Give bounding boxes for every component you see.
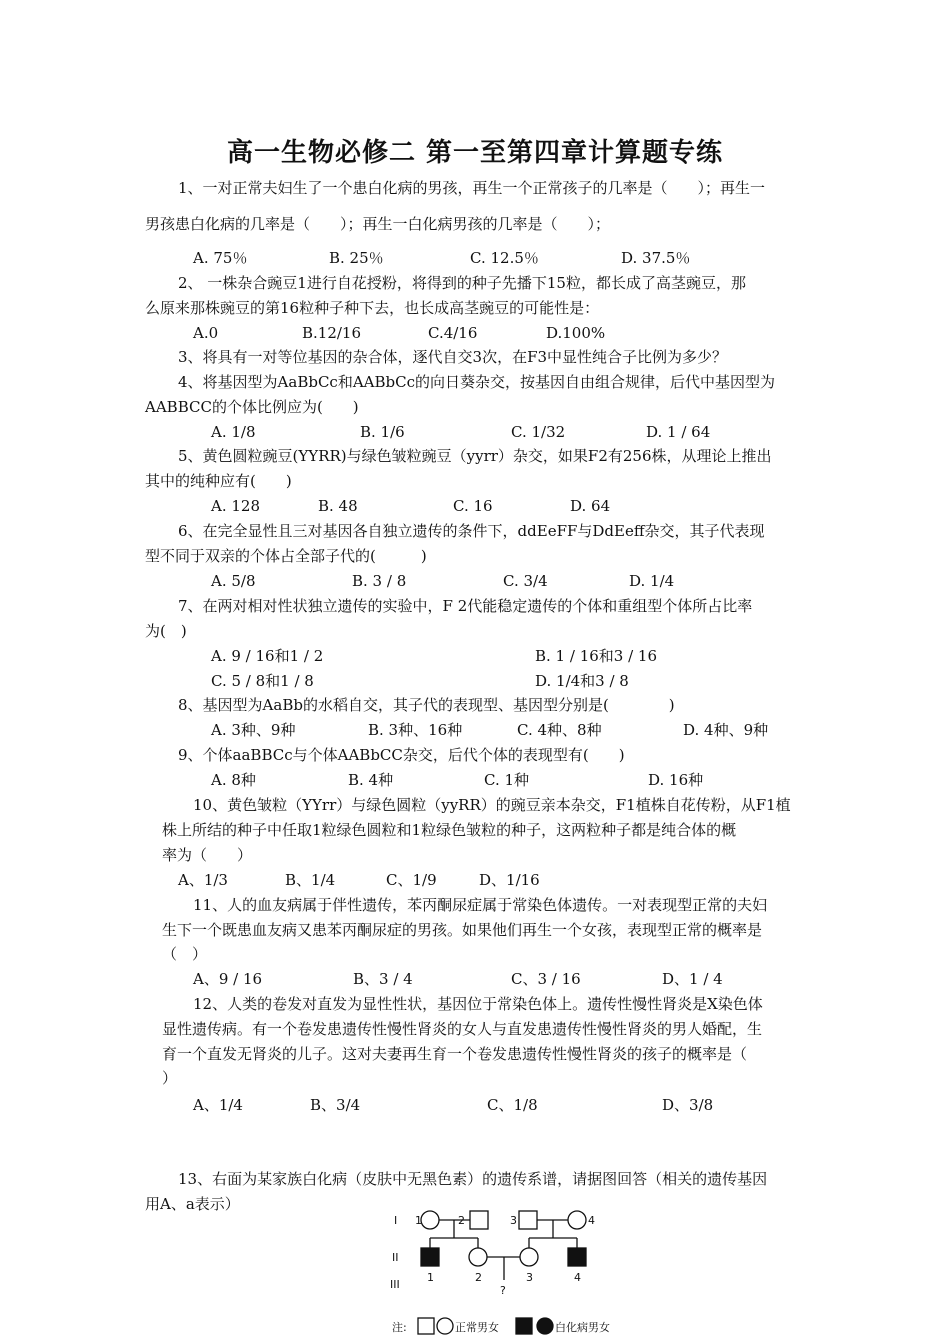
gen-label-2: II <box>392 1251 399 1264</box>
q2-option-b: B.12/16 <box>302 324 362 342</box>
q13-line-1: 13、右面为某家族白化病（皮肤中无黑色素）的遗传系谱，请据图回答（相关的遗传基因 <box>178 1170 768 1188</box>
q2-option-c: C.4/16 <box>428 324 478 342</box>
q4-option-a: A. 1/8 <box>211 423 256 441</box>
q12-line-2: 显性遗传病。有一个卷发患遗传性慢性肾炎的女人与直发患遗传性慢性肾炎的男人婚配，生 <box>162 1020 763 1038</box>
q6-option-a: A. 5/8 <box>211 572 256 590</box>
q2-option-d: D.100% <box>546 324 606 342</box>
q4-option-d: D. 1 / 64 <box>646 423 711 441</box>
q10-option-a: A、1/3 <box>178 871 228 889</box>
legend-note: 注: <box>392 1321 407 1334</box>
q5-option-d: D. 64 <box>570 497 611 515</box>
q8-option-a: A. 3种、9种 <box>211 721 296 739</box>
legend-affected-male <box>516 1318 532 1334</box>
q8-option-c: C. 4种、8种 <box>517 721 602 739</box>
q1-option-d: D. 37.5％ <box>621 249 691 267</box>
gen1-male-2 <box>470 1211 488 1229</box>
q8-option-b: B. 3种、16种 <box>368 721 463 739</box>
legend-normal-label: 正常男女 <box>455 1321 499 1334</box>
q7-option-d: D. 1/4和3 / 8 <box>535 672 629 690</box>
gen-label-1: I <box>394 1214 398 1227</box>
q11-line-2: 生下一个既患血友病又患苯丙酮尿症的男孩。如果他们再生一个女孩，表现型正常的概率是 <box>162 921 763 939</box>
q12-option-c: C、1/8 <box>487 1096 538 1114</box>
q9-line-1: 9、个体aaBBCc与个体AABbCC杂交，后代个体的表现型有( ) <box>178 746 625 764</box>
q7-option-c: C. 5 / 8和1 / 8 <box>211 672 314 690</box>
gen1-female-4 <box>568 1211 586 1229</box>
q6-line-1: 6、在完全显性且三对基因各自独立遗传的条件下，ddEeFF与DdEeff杂交，其子代表现 <box>178 522 765 540</box>
gen2-female-2 <box>469 1248 487 1266</box>
q11-option-b: B、3 / 4 <box>353 970 413 988</box>
gen2-number-3: 3 <box>526 1271 533 1284</box>
legend-affected-label: 白化病男女 <box>555 1321 610 1334</box>
gen2-number-2: 2 <box>475 1271 482 1284</box>
gen3-unknown: ? <box>500 1284 506 1297</box>
gen1-male-3 <box>519 1211 537 1229</box>
q5-option-b: B. 48 <box>318 497 358 515</box>
q12-option-d: D、3/8 <box>662 1096 714 1114</box>
q4-line-2: AABBCC的个体比例应为( ) <box>145 398 359 416</box>
q4-line-1: 4、将基因型为AaBbCc和AABbCc的向日葵杂交，按基因自由组合规律，后代中基因型为 <box>178 373 775 391</box>
gen1-number-1: 1 <box>415 1214 422 1227</box>
q1-option-a: A. 75％ <box>193 249 248 267</box>
q4-option-b: B. 1/6 <box>360 423 405 441</box>
gen1-number-4: 4 <box>588 1214 595 1227</box>
pedigree-diagram <box>388 1208 708 1340</box>
q12-line-1: 12、人类的卷发对直发为显性性状，基因位于常染色体上。遗传性慢性肾炎是X染色体 <box>193 995 763 1013</box>
q10-option-b: B、1/4 <box>285 871 336 889</box>
q1-line-1: 1、一对正常夫妇生了一个患白化病的男孩，再生一个正常孩子的几率是（ ）；再生一 <box>178 179 766 197</box>
gen2-number-4: 4 <box>574 1271 581 1284</box>
q6-line-2: 型不同于双亲的个体占全部子代的( ) <box>145 547 427 565</box>
q9-option-c: C. 1种 <box>484 771 530 789</box>
q11-line-3: （ ） <box>162 945 208 963</box>
gen1-number-2: 2 <box>458 1214 465 1227</box>
gen1-female-1 <box>421 1211 439 1229</box>
q12-line-4: ） <box>162 1069 178 1087</box>
q9-option-d: D. 16种 <box>648 771 704 789</box>
q6-option-b: B. 3 / 8 <box>352 572 407 590</box>
q7-option-a: A. 9 / 16和1 / 2 <box>211 647 324 665</box>
q12-line-3: 育一个直发无肾炎的儿子。这对夫妻再生育一个卷发患遗传性慢性肾炎的孩子的概率是（ <box>162 1045 748 1063</box>
q5-option-a: A. 128 <box>211 497 260 515</box>
q5-option-c: C. 16 <box>453 497 493 515</box>
q9-option-b: B. 4种 <box>348 771 394 789</box>
q5-line-2: 其中的纯种应有( ) <box>145 472 292 490</box>
q8-option-d: D. 4种、9种 <box>683 721 769 739</box>
q2-option-a: A.0 <box>193 324 219 342</box>
q5-line-1: 5、黄色圆粒豌豆(YYRR)与绿色皱粒豌豆（yyrr）杂交，如果F2有256株，从理论上推出 <box>178 447 772 465</box>
q9-option-a: A. 8种 <box>211 771 256 789</box>
q12-option-a: A、1/4 <box>193 1096 243 1114</box>
legend-normal-female <box>437 1318 453 1334</box>
q1-option-c: C. 12.5％ <box>470 249 539 267</box>
page-title: 高一生物必修二 第一至第四章计算题专练 <box>226 138 724 168</box>
q2-line-1: 2、 一株杂合豌豆1进行自花授粉，将得到的种子先播下15粒，都长成了高茎豌豆，那 <box>178 274 746 292</box>
q7-option-b: B. 1 / 16和3 / 16 <box>535 647 657 665</box>
q11-line-1: 11、人的血友病属于伴性遗传，苯丙酮尿症属于常染色体遗传。一对表现型正常的夫妇 <box>193 896 768 914</box>
q10-line-1: 10、黄色皱粒（YYrr）与绿色圆粒（yyRR）的豌豆亲本杂交，F1植株自花传粉，从F1植 <box>193 796 791 814</box>
q10-line-3: 率为（ ） <box>162 846 253 864</box>
gen2-number-1: 1 <box>427 1271 434 1284</box>
gen-label-3: III <box>390 1278 400 1291</box>
gen2-affected-male-1 <box>421 1248 439 1266</box>
q11-option-c: C、3 / 16 <box>511 970 581 988</box>
q1-line-2: 男孩患白化病的几率是（ ）；再生一白化病男孩的几率是（ ）； <box>145 215 611 233</box>
q10-option-c: C、1/9 <box>386 871 437 889</box>
q8-line-1: 8、基因型为AaBb的水稻自交，其子代的表现型、基因型分别是( ) <box>178 696 675 714</box>
q10-line-2: 株上所结的种子中任取1粒绿色圆粒和1粒绿色皱粒的种子，这两粒种子都是纯合体的概 <box>162 821 737 839</box>
q2-line-2: 么原来那株豌豆的第16粒种子种下去，也长成高茎豌豆的可能性是： <box>145 299 600 317</box>
q7-line-2: 为( ) <box>145 622 187 640</box>
q7-line-1: 7、在两对相对性状独立遗传的实验中，F 2代能稳定遗传的个体和重组型个体所占比率 <box>178 597 753 615</box>
legend-affected-female <box>537 1318 553 1334</box>
legend-normal-male <box>418 1318 434 1334</box>
q12-option-b: B、3/4 <box>310 1096 361 1114</box>
gen1-number-3: 3 <box>510 1214 517 1227</box>
q6-option-c: C. 3/4 <box>503 572 548 590</box>
q13-line-2: 用A、a表示） <box>145 1195 240 1213</box>
q10-option-d: D、1/16 <box>479 871 540 889</box>
gen2-affected-male-4 <box>568 1248 586 1266</box>
gen2-female-3 <box>520 1248 538 1266</box>
q4-option-c: C. 1/32 <box>511 423 566 441</box>
q6-option-d: D. 1/4 <box>629 572 675 590</box>
q3-line-1: 3、将具有一对等位基因的杂合体，逐代自交3次，在F3中显性纯合子比例为多少？ <box>178 348 728 366</box>
q11-option-d: D、1 / 4 <box>662 970 723 988</box>
q1-option-b: B. 25％ <box>329 249 384 267</box>
q11-option-a: A、9 / 16 <box>193 970 263 988</box>
